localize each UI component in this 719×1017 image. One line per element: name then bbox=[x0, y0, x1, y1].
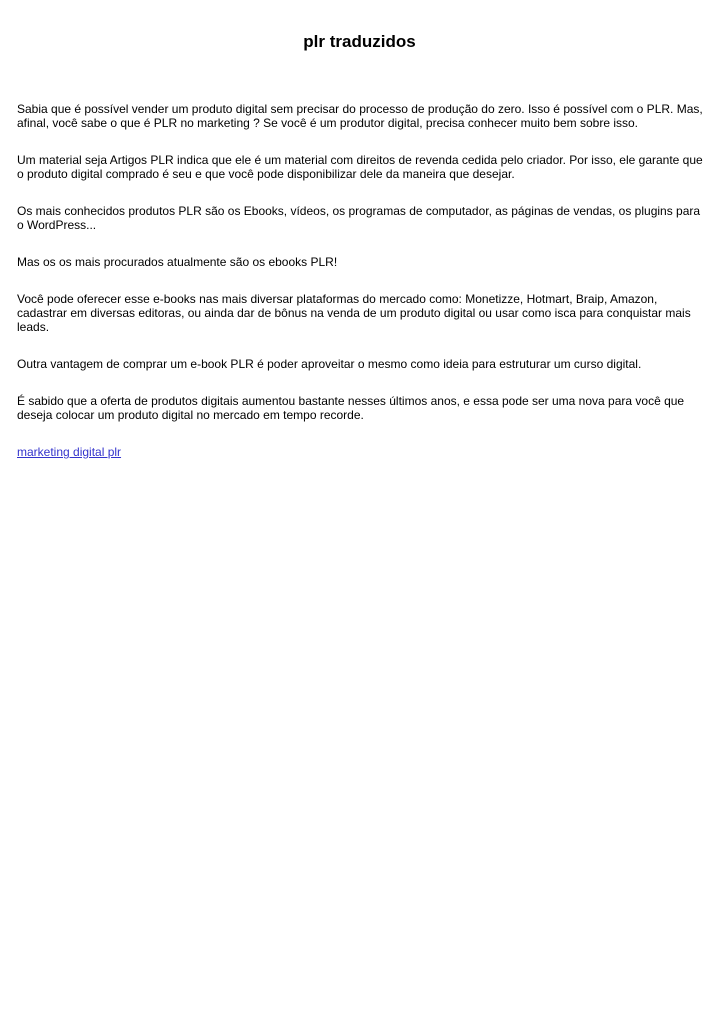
paragraph-1: Sabia que é possível vender um produto digital sem precisar do processo de produção do zero. Isso é possível com o PLR. Mas, afinal, você sabe o que é PLR no marketing ? Se você é um produtor digital, precisa conhecer muito bem sobre isso. bbox=[17, 102, 703, 130]
link-paragraph bbox=[17, 445, 703, 459]
marketing-digital-plr-link[interactable]: marketing digital plr bbox=[17, 445, 122, 459]
paragraph-3: Os mais conhecidos produtos PLR são os Ebooks, vídeos, os programas de computador, as páginas de vendas, os plugins para o WordPress... bbox=[17, 204, 701, 232]
paragraph-4: Mas os os mais procurados atualmente são os ebooks PLR! bbox=[17, 255, 338, 269]
document-body bbox=[17, 102, 703, 482]
paragraph-5: Você pode oferecer esse e-books nas mais diversar plataformas do mercado como: Monetizze, Hotmart, Braip, Amazon, cadastrar em diversas editoras, ou ainda dar de bônus na venda de um produto digital ou usar como isca para conquistar mais leads. bbox=[17, 292, 691, 334]
paragraph-2: Um material seja Artigos PLR indica que ele é um material com direitos de revenda cedida pelo criador. Por isso, ele garante que o produto digital comprado é seu e que você pode disponibilizar dele da maneira que desejar. bbox=[17, 153, 703, 181]
paragraph-6: Outra vantagem de comprar um e-book PLR é poder aproveitar o mesmo como ideia para estruturar um curso digital. bbox=[17, 357, 642, 371]
paragraph-7: É sabido que a oferta de produtos digitais aumentou bastante nesses últimos anos, e essa pode ser uma nova para você que deseja colocar um produto digital no mercado em tempo recorde. bbox=[17, 394, 685, 422]
page-title: plr traduzidos bbox=[303, 32, 416, 51]
